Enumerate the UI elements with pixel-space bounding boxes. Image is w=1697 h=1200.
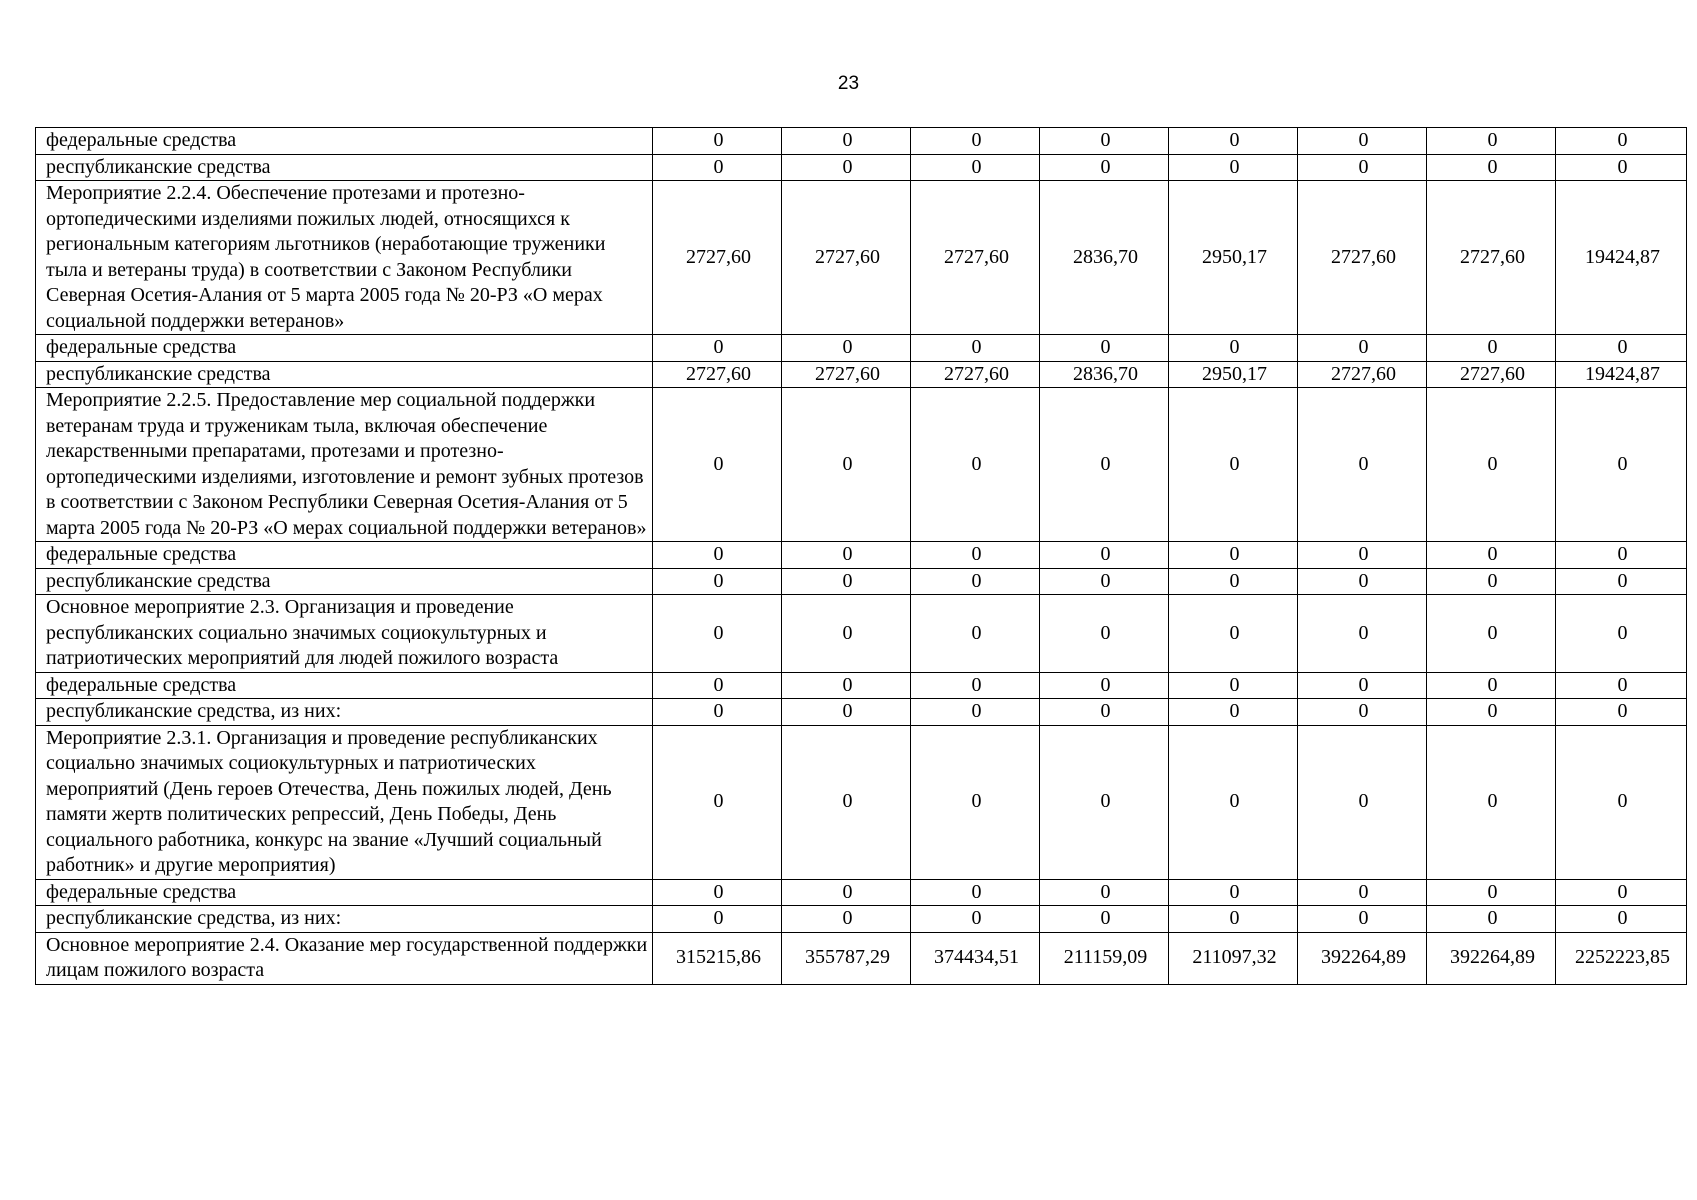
- value-cell: 0: [1427, 128, 1556, 155]
- value-cell: 0: [1427, 154, 1556, 181]
- value-cell: 0: [782, 725, 911, 879]
- value-cell: 0: [782, 879, 911, 906]
- value-cell: 19424,87: [1556, 181, 1687, 335]
- value-cell: 0: [911, 335, 1040, 362]
- value-cell: 0: [782, 568, 911, 595]
- row-label: Мероприятие 2.3.1. Организация и проведение республиканских социально значимых социокультурных и патриотических мероприятий (День героев Отечества, День пожилых людей, День памяти жертв политических репрессий, День Победы, День социального работника, конкурс на звание «Лучший социальный работник» и другие мероприятия): [36, 725, 653, 879]
- row-label: федеральные средства: [36, 672, 653, 699]
- value-cell: 0: [911, 542, 1040, 569]
- value-cell: 0: [1169, 595, 1298, 673]
- budget-table: [35, 127, 1687, 985]
- value-cell: 0: [1298, 672, 1427, 699]
- value-cell: 0: [1169, 879, 1298, 906]
- table-row: [36, 699, 1687, 726]
- value-cell: 2727,60: [911, 361, 1040, 388]
- row-label: республиканские средства, из них:: [36, 699, 653, 726]
- value-cell: 0: [1427, 568, 1556, 595]
- row-label: Основное мероприятие 2.4. Оказание мер государственной поддержки лицам пожилого возраста: [36, 932, 653, 984]
- table-row: [36, 932, 1687, 984]
- value-cell: 0: [911, 128, 1040, 155]
- value-cell: 2727,60: [1427, 361, 1556, 388]
- value-cell: 19424,87: [1556, 361, 1687, 388]
- table-row: [36, 542, 1687, 569]
- value-cell: 0: [1169, 725, 1298, 879]
- table-row: [36, 725, 1687, 879]
- value-cell: 0: [1298, 879, 1427, 906]
- value-cell: 0: [1427, 699, 1556, 726]
- value-cell: 0: [1169, 699, 1298, 726]
- value-cell: 2727,60: [653, 361, 782, 388]
- value-cell: 0: [911, 388, 1040, 542]
- row-label: федеральные средства: [36, 542, 653, 569]
- value-cell: 0: [1169, 335, 1298, 362]
- value-cell: 0: [1556, 154, 1687, 181]
- value-cell: 392264,89: [1298, 932, 1427, 984]
- value-cell: 0: [653, 568, 782, 595]
- value-cell: 0: [1556, 542, 1687, 569]
- value-cell: 0: [1556, 128, 1687, 155]
- value-cell: 0: [1040, 388, 1169, 542]
- value-cell: 0: [653, 154, 782, 181]
- value-cell: 0: [1040, 568, 1169, 595]
- value-cell: 0: [1169, 906, 1298, 933]
- value-cell: 0: [1169, 154, 1298, 181]
- value-cell: 2950,17: [1169, 361, 1298, 388]
- value-cell: 0: [653, 699, 782, 726]
- value-cell: 0: [1040, 542, 1169, 569]
- value-cell: 0: [1556, 879, 1687, 906]
- value-cell: 0: [782, 699, 911, 726]
- value-cell: 0: [782, 128, 911, 155]
- value-cell: 0: [1427, 879, 1556, 906]
- value-cell: 0: [1298, 595, 1427, 673]
- value-cell: 0: [1040, 154, 1169, 181]
- value-cell: 0: [1556, 906, 1687, 933]
- value-cell: 0: [653, 906, 782, 933]
- value-cell: 0: [1298, 906, 1427, 933]
- table-row: [36, 361, 1687, 388]
- table-row: [36, 906, 1687, 933]
- value-cell: 355787,29: [782, 932, 911, 984]
- value-cell: 0: [1298, 725, 1427, 879]
- value-cell: 0: [1298, 128, 1427, 155]
- value-cell: 0: [1427, 725, 1556, 879]
- value-cell: 0: [1169, 672, 1298, 699]
- value-cell: 0: [1298, 388, 1427, 542]
- row-label: Мероприятие 2.2.5. Предоставление мер социальной поддержки ветеранам труда и труженикам тыла, включая обеспечение лекарственными препаратами, протезами и протезно-ортопедическими изделиями, изготовление и ремонт зубных протезов в соответствии с Законом Республики Северная Осетия-Алания от 5 марта 2005 года № 20-РЗ «О мерах социальной поддержки ветеранов»: [36, 388, 653, 542]
- value-cell: 2727,60: [1298, 361, 1427, 388]
- value-cell: 0: [911, 595, 1040, 673]
- value-cell: 0: [782, 388, 911, 542]
- row-label: Мероприятие 2.2.4. Обеспечение протезами и протезно-ортопедическими изделиями пожилых людей, относящихся к региональным категориям льготников (неработающие труженики тыла и ветераны труда) в соответствии с Законом Республики Северная Осетия-Алания от 5 марта 2005 года № 20-РЗ «О мерах социальной поддержки ветеранов»: [36, 181, 653, 335]
- value-cell: 0: [1040, 335, 1169, 362]
- value-cell: 0: [782, 672, 911, 699]
- value-cell: 2950,17: [1169, 181, 1298, 335]
- value-cell: 0: [911, 568, 1040, 595]
- table-row: [36, 154, 1687, 181]
- value-cell: 0: [653, 725, 782, 879]
- value-cell: 211097,32: [1169, 932, 1298, 984]
- value-cell: 0: [1556, 595, 1687, 673]
- value-cell: 0: [1298, 699, 1427, 726]
- value-cell: 0: [1298, 335, 1427, 362]
- value-cell: 0: [653, 542, 782, 569]
- row-label: федеральные средства: [36, 335, 653, 362]
- value-cell: 0: [1427, 595, 1556, 673]
- table-row: [36, 335, 1687, 362]
- value-cell: 0: [782, 906, 911, 933]
- value-cell: 0: [911, 879, 1040, 906]
- value-cell: 0: [1427, 388, 1556, 542]
- value-cell: 0: [1298, 568, 1427, 595]
- value-cell: 0: [911, 725, 1040, 879]
- value-cell: 2727,60: [1427, 181, 1556, 335]
- value-cell: 0: [1427, 542, 1556, 569]
- row-label: республиканские средства: [36, 154, 653, 181]
- value-cell: 0: [1427, 335, 1556, 362]
- table-row: [36, 388, 1687, 542]
- value-cell: 2727,60: [782, 181, 911, 335]
- value-cell: 0: [1427, 906, 1556, 933]
- value-cell: 0: [1040, 672, 1169, 699]
- value-cell: 374434,51: [911, 932, 1040, 984]
- value-cell: 2727,60: [782, 361, 911, 388]
- value-cell: 0: [1556, 335, 1687, 362]
- row-label: федеральные средства: [36, 879, 653, 906]
- value-cell: 0: [1169, 542, 1298, 569]
- value-cell: 0: [1298, 542, 1427, 569]
- value-cell: 0: [653, 388, 782, 542]
- value-cell: 0: [653, 879, 782, 906]
- value-cell: 2252223,85: [1556, 932, 1687, 984]
- value-cell: 0: [1169, 568, 1298, 595]
- value-cell: 0: [1556, 672, 1687, 699]
- value-cell: 0: [653, 672, 782, 699]
- value-cell: 0: [1040, 725, 1169, 879]
- row-label: республиканские средства, из них:: [36, 906, 653, 933]
- value-cell: 0: [1040, 699, 1169, 726]
- value-cell: 0: [1040, 879, 1169, 906]
- table-row: [36, 181, 1687, 335]
- value-cell: 0: [653, 335, 782, 362]
- value-cell: 0: [782, 154, 911, 181]
- value-cell: 2727,60: [653, 181, 782, 335]
- value-cell: 0: [1556, 699, 1687, 726]
- row-label: республиканские средства: [36, 361, 653, 388]
- value-cell: 0: [1169, 128, 1298, 155]
- table-row: [36, 672, 1687, 699]
- table-row: [36, 128, 1687, 155]
- value-cell: 0: [911, 699, 1040, 726]
- value-cell: 0: [782, 542, 911, 569]
- value-cell: 0: [1556, 725, 1687, 879]
- value-cell: 2727,60: [1298, 181, 1427, 335]
- page-number: 23: [837, 73, 860, 94]
- value-cell: 0: [1040, 595, 1169, 673]
- value-cell: 392264,89: [1427, 932, 1556, 984]
- value-cell: 0: [1040, 906, 1169, 933]
- value-cell: 0: [1169, 388, 1298, 542]
- table-row: [36, 568, 1687, 595]
- value-cell: 0: [1040, 128, 1169, 155]
- value-cell: 0: [911, 154, 1040, 181]
- table-row: [36, 595, 1687, 673]
- value-cell: 2727,60: [911, 181, 1040, 335]
- value-cell: 0: [1556, 568, 1687, 595]
- table-row: [36, 879, 1687, 906]
- value-cell: 0: [1298, 154, 1427, 181]
- value-cell: 0: [653, 595, 782, 673]
- value-cell: 0: [911, 906, 1040, 933]
- row-label: Основное мероприятие 2.3. Организация и проведение республиканских социально значимых социокультурных и патриотических мероприятий для людей пожилого возраста: [36, 595, 653, 673]
- value-cell: 315215,86: [653, 932, 782, 984]
- row-label: федеральные средства: [36, 128, 653, 155]
- value-cell: 2836,70: [1040, 361, 1169, 388]
- value-cell: 0: [653, 128, 782, 155]
- value-cell: 0: [1556, 388, 1687, 542]
- row-label: республиканские средства: [36, 568, 653, 595]
- value-cell: 0: [782, 335, 911, 362]
- value-cell: 2836,70: [1040, 181, 1169, 335]
- value-cell: 0: [1427, 672, 1556, 699]
- value-cell: 0: [911, 672, 1040, 699]
- value-cell: 0: [782, 595, 911, 673]
- value-cell: 211159,09: [1040, 932, 1169, 984]
